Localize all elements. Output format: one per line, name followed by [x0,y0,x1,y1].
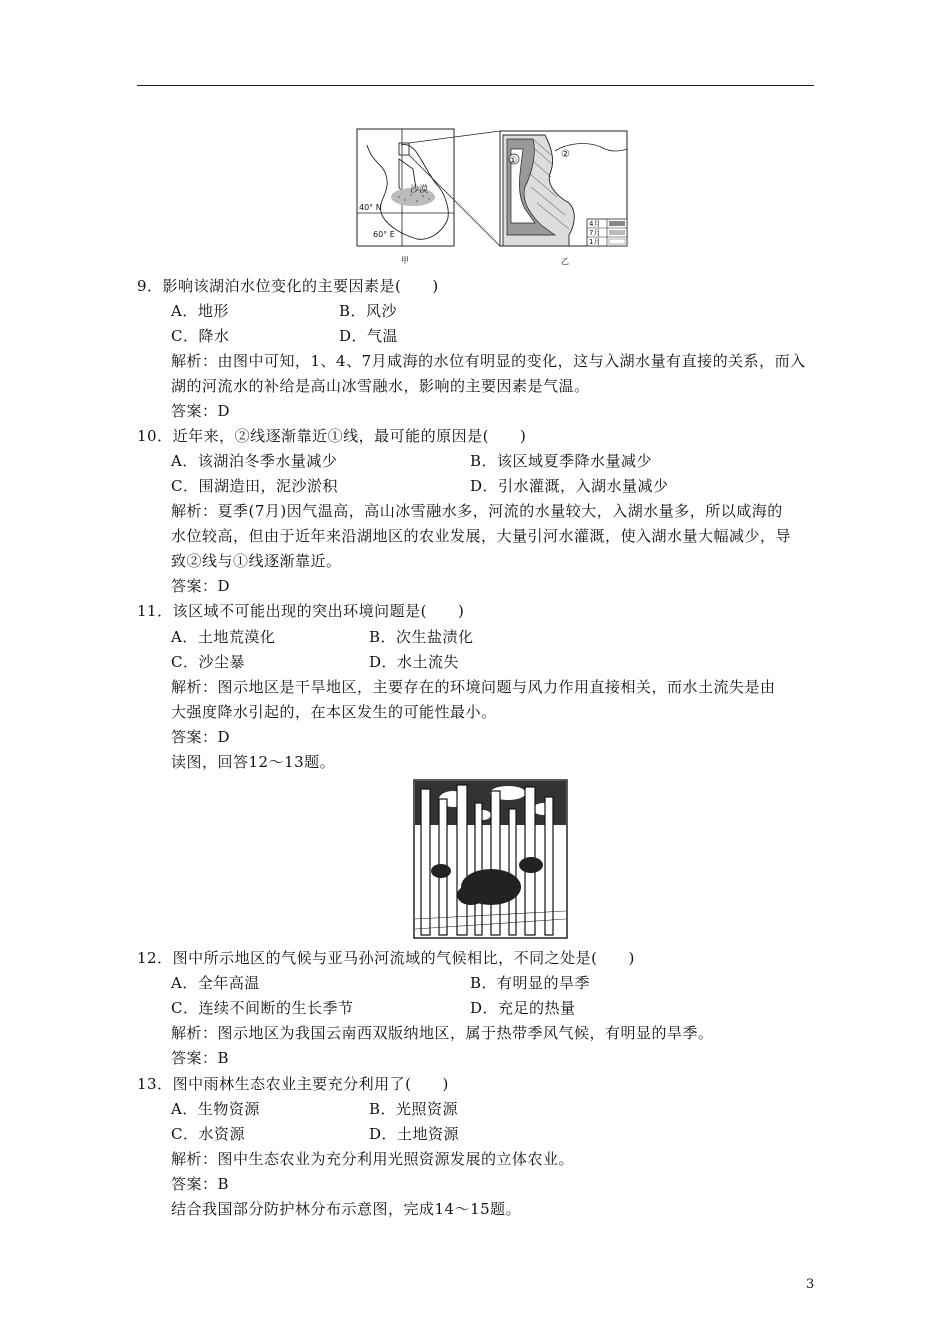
q10-analysis-cont: 水位较高，但由于近年来沿湖地区的农业发展，大量引河水灌溉，使入湖水量大幅减少，导 [171,527,792,545]
q12-option-b: B．有明显的旱季 [470,974,591,992]
q9-option-c: C．降水 [171,327,230,345]
q9-analysis-cont: 湖的河流水的补给是高山冰雪融水，影响的主要因素是气温。 [171,377,590,395]
q12-option-c: C．连续不间断的生长季节 [171,999,354,1017]
q11-analysis-cont: 大强度降水引起的，在本区发生的可能性最小。 [171,703,497,721]
legend-apr: 4月 [589,220,601,228]
circle-label-2: ② [561,149,570,160]
q12-option-a: A．全年高温 [171,974,260,992]
q11-option-d: D．水土流失 [369,653,460,671]
q9-analysis: 解析：由图中可知，1、4、7月咸海的水位有明显的变化，这与入湖水量有直接的关系，而入 [171,352,806,370]
q13-option-c: C．水资源 [171,1125,245,1143]
q11-option-a: A．土地荒漠化 [171,628,276,646]
q9-answer: 答案：D [171,402,231,420]
q13-analysis: 解析：图中生态农业为充分利用光照资源发展的立体农业。 [171,1150,575,1168]
header-rule [137,85,814,86]
q10-analysis: 解析：夏季(7月)因气温高，高山冰雪融水多，河流的水量较大，入湖水量多，所以咸海的 [171,502,783,520]
q13-stem: 13．图中雨林生态农业主要充分利用了( ) [137,1075,449,1093]
q12-analysis: 解析：图示地区为我国云南西双版纳地区，属于热带季风气候，有明显的旱季。 [171,1024,714,1042]
q10-answer: 答案：D [171,577,231,595]
q12-stem: 12．图中所示地区的气候与亚马孙河流域的气候相比，不同之处是( ) [137,949,635,967]
caption-left: 甲 [401,256,409,265]
q10-option-a: A．该湖泊冬季水量减少 [171,452,338,470]
latitude-label: 40° N [359,203,382,212]
q9-option-a: A．地形 [171,302,229,320]
caption-right: 乙 [561,257,569,266]
page-number: 3 [806,1277,815,1292]
intro-14-15: 结合我国部分防护林分布示意图，完成14～15题。 [171,1200,522,1218]
q9-stem: 9．影响该湖泊水位变化的主要因素是( ) [137,277,439,295]
longitude-label: 60° E [373,230,395,239]
q10-analysis-cont2: 致②线与①线逐渐靠近。 [171,552,342,570]
desert-label: 沙漠 [410,185,429,195]
q11-option-c: C．沙尘暴 [171,653,245,671]
q13-option-d: D．土地资源 [369,1125,460,1143]
q11-stem: 11．该区域不可能出现的突出环境问题是( ) [137,602,465,620]
legend-jul: 7月 [589,229,601,237]
q11-analysis: 解析：图示地区是干旱地区，主要存在的环境问题与风力作用直接相关，而水土流失是由 [171,678,776,696]
q10-option-d: D．引水灌溉，入湖水量减少 [470,477,669,495]
q11-option-b: B．次生盐渍化 [369,628,474,646]
intro-12-13: 读图，回答12～13题。 [171,753,336,771]
lake-map-figure [355,125,631,267]
rainforest-figure [413,779,568,939]
q13-option-a: A．生物资源 [171,1100,260,1118]
q13-answer: 答案：B [171,1175,230,1193]
q13-option-b: B．光照资源 [369,1100,459,1118]
q9-option-d: D．气温 [339,327,399,345]
q12-answer: 答案：B [171,1049,230,1067]
q12-option-d: D．充足的热量 [470,999,576,1017]
q9-option-b: B．风沙 [339,302,398,320]
q11-answer: 答案：D [171,728,231,746]
legend-jan: 1月 [589,238,601,246]
q10-option-b: B．该区域夏季降水量减少 [470,452,653,470]
circle-label-1: ① [509,156,518,166]
q10-option-c: C．围湖造田，泥沙淤积 [171,477,338,495]
q10-stem: 10．近年来，②线逐渐靠近①线，最可能的原因是( ) [137,427,527,445]
